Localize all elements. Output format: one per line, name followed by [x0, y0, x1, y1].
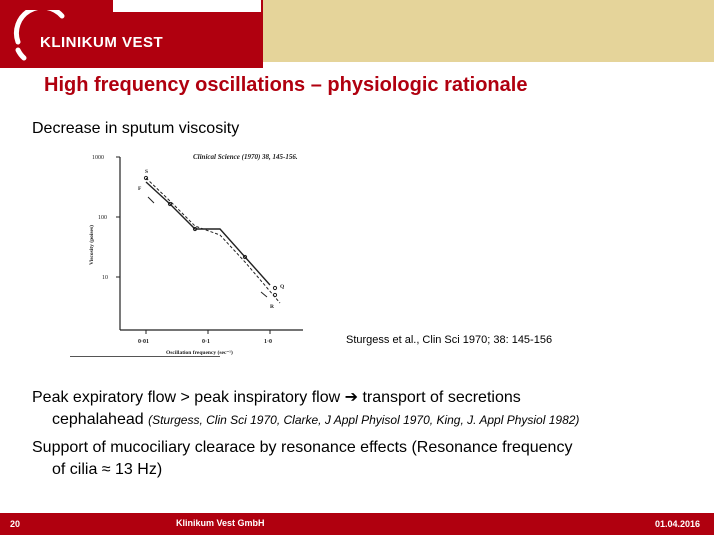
- y-axis-label: Viscosity (poises): [89, 225, 95, 265]
- x-tick-0-1: 0·1: [202, 339, 211, 345]
- y-tick-100: 100: [98, 215, 107, 221]
- x-axis-label: Oscillation frequency (sec⁻¹): [166, 350, 233, 356]
- bullet-peak-flow-line2: [52, 409, 579, 431]
- curve-label-r: R: [270, 304, 274, 310]
- bullet-peak-flow-line1: Peak expiratory flow > peak inspiratory flow ➔ transport of secretions: [32, 389, 521, 406]
- bullet-mucociliary-line2: of cilia ≈ 13 Hz): [52, 461, 163, 478]
- y-tick-10: 10: [102, 275, 108, 281]
- header-white-notch: [113, 0, 261, 12]
- footer-date: 01.04.2016: [654, 519, 700, 529]
- curve-label-q: Q: [280, 284, 285, 290]
- footer-page-number: 20: [10, 519, 21, 529]
- bullet-mucociliary-line1: Support of mucociliary clearace by resonance effects (Resonance frequency: [32, 439, 573, 456]
- viscosity-frequency-figure: [68, 145, 334, 357]
- bullet-sputum-viscosity: Decrease in sputum viscosity: [32, 120, 240, 137]
- x-tick-1-0: 1·0: [264, 339, 273, 345]
- bullet-peak-flow-cont: cephalahead: [52, 411, 149, 428]
- curve-label-s: S: [145, 169, 149, 175]
- y-tick-1000: 1000: [92, 155, 104, 161]
- slide-title: High frequency oscillations – physiologic rationale: [44, 74, 528, 96]
- figure-underline: [70, 356, 220, 357]
- header-beige-band: [263, 0, 714, 62]
- figure-journal-caption: Clinical Science (1970) 38, 145-156.: [193, 153, 298, 161]
- figure-citation: Sturgess et al., Clin Sci 1970; 38: 145-156: [346, 334, 553, 346]
- footer-organization: Klinikum Vest GmbH: [176, 518, 265, 528]
- bullet-peak-flow-refs: (Sturgess, Clin Sci 1970, Clarke, J Appl Phyisol 1970, King, J. Appl Physiol 1982): [148, 413, 580, 427]
- logo-text: KLINIKUM VEST: [40, 34, 164, 51]
- x-tick-0-01: 0·01: [138, 339, 150, 345]
- curve-label-f: F: [138, 186, 142, 192]
- footer-bar: [0, 513, 714, 535]
